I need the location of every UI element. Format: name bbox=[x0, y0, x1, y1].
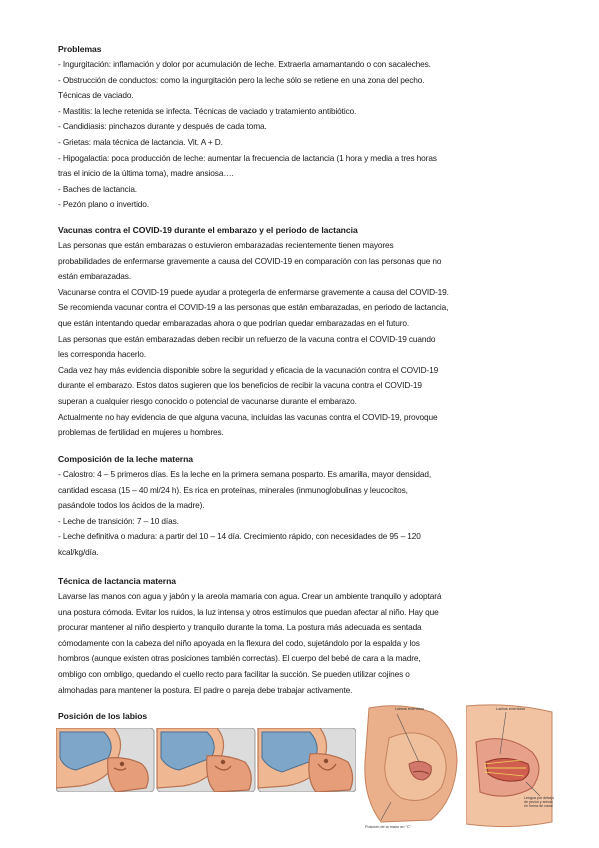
composicion-line: - Calostro: 4 – 5 primeros días. Es la leche en la primera semana posparto. Es amarilla, mayor densidad, bbox=[58, 469, 432, 479]
problemas-line: - Baches de lactancia. bbox=[58, 183, 137, 194]
vacunas-line: que están intentando quedar embarazadas ahora o que podrían quedar embarazadas en el futuro. bbox=[58, 317, 410, 328]
problemas-list bbox=[58, 57, 546, 213]
label-lengua: Lengua por debajo de pezón y areola en forma de canal bbox=[524, 796, 554, 809]
latch-photo-figure-2 bbox=[466, 702, 554, 834]
problemas-line: - Pezón plano o invertido. bbox=[58, 199, 149, 210]
tecnica-line: ombligo con ombligo, quedando el cuello recto para facilitar la succión. Se pueden utilizar cojines o bbox=[58, 668, 410, 679]
problemas-line: - Obstrucción de conductos: como la ingurgitación pero la leche sólo se retiene en una zona del pecho. bbox=[58, 74, 425, 85]
latch-cross-section-illustration bbox=[466, 702, 554, 834]
vacunas-line: probabilidades de enfermarse gravemente a causa del COVID-19 en comparación con las personas que no bbox=[58, 255, 442, 266]
vacunas-line: les corresponda hacerlo. bbox=[58, 349, 146, 360]
label-labios-evertidos-2: Labios evertidos bbox=[496, 706, 526, 711]
tecnica-line: cómodamente con la cabeza del niño apoyada en la flexura del codo, sujetándolo por la espalda y los bbox=[58, 637, 420, 648]
section-labios bbox=[58, 708, 308, 724]
section-composicion bbox=[58, 451, 546, 561]
heading-composicion: Composición de la leche materna bbox=[58, 454, 194, 464]
problemas-line: - Ingurgitación: inflamación y dolor por acumulación de leche. Extraerla amamantando o con sacaleches. bbox=[58, 59, 431, 69]
tecnica-paragraph bbox=[58, 589, 546, 698]
problemas-line: Técnicas de vaciado. bbox=[58, 90, 134, 101]
vacunas-line: superan a cualquier riesgo conocido o potencial de vacunarse durante el embarazo. bbox=[58, 395, 357, 406]
heading-vacunas: Vacunas contra el COVID-19 durante el embarazo y el periodo de lactancia bbox=[58, 225, 358, 235]
latch-photo-figure-1 bbox=[361, 702, 461, 834]
latch-illustration-strip bbox=[56, 728, 356, 792]
latch-illustration-breast bbox=[361, 702, 461, 834]
heading-labios: Posición de los labios bbox=[58, 711, 148, 721]
tecnica-line: hombros (aunque existen otras posiciones también correctas). El cuerpo del bebé de cara a la madre, bbox=[58, 653, 421, 664]
latch-sequence-illustration bbox=[56, 728, 356, 792]
latch-panel-1 bbox=[56, 728, 154, 792]
latch-panel-2 bbox=[157, 728, 255, 792]
vacunas-line: están embarazadas. bbox=[58, 271, 132, 282]
problemas-line: - Grietas: mala técnica de lactancia. Vit. A + D. bbox=[58, 136, 223, 147]
label-labios-evertidos-1: Labios evertidos bbox=[395, 706, 425, 711]
vacunas-line: Se recomienda vacunar contra el COVID-19 a las personas que están embarazadas, en periodo de lactancia, bbox=[58, 302, 449, 313]
tecnica-line: almohadas para mantener la postura. El padre o pareja debe trabajar activamente. bbox=[58, 684, 353, 695]
composicion-list bbox=[58, 467, 546, 561]
composicion-line: kcal/kg/día. bbox=[58, 546, 99, 557]
problemas-line: - Mastitis: la leche retenida se infecta. Técnicas de vaciado y tratamiento antibiótico. bbox=[58, 105, 357, 116]
composicion-line: - Leche de transición: 7 – 10 días. bbox=[58, 515, 179, 526]
latch-panel-3 bbox=[258, 728, 356, 792]
tecnica-line: Lavarse las manos con agua y jabón y la areola mamaria con agua. Crear un ambiente tranquilo y adoptará bbox=[58, 591, 442, 601]
label-posicion-mano: Posición de la mano en "C" bbox=[365, 825, 411, 829]
heading-problemas: Problemas bbox=[58, 44, 102, 54]
composicion-line: - Leche definitiva o madura: a partir del 10 – 14 día. Crecimiento rápido, con necesidades de 95 – 120 bbox=[58, 531, 421, 542]
tecnica-line: una postura cómoda. Evitar los ruidos, la luz intensa y otros estímulos que puedan afectar al niño. Hay que bbox=[58, 606, 439, 617]
section-vacunas bbox=[58, 222, 546, 441]
vacunas-line: Vacunarse contra el COVID-19 puede ayudar a protegerla de enfermarse gravemente a causa del COVID-19. bbox=[58, 286, 449, 297]
section-tecnica bbox=[58, 573, 546, 698]
composicion-line: cantidad escasa (15 – 40 ml/24 h). Es rica en proteínas, minerales (inmunoglobulinas y leucocitos, bbox=[58, 484, 408, 495]
vacunas-line: Actualmente no hay evidencia de que alguna vacuna, incluidas las vacunas contra el COVID-19, provoque bbox=[58, 411, 438, 422]
vacunas-line: Las personas que están embarazadas deben recibir un refuerzo de la vacuna contra el COVID-19 cuando bbox=[58, 333, 436, 344]
vacunas-line: problemas de fertilidad en mujeres u hombres. bbox=[58, 427, 224, 438]
composicion-line: pasándole todos los ácidos de la madre). bbox=[58, 500, 205, 511]
problemas-line: - Hipogalactia: poca producción de leche: aumentar la frecuencia de lactancia (1 hora y media a tres horas bbox=[58, 152, 437, 163]
heading-tecnica: Técnica de lactancia materna bbox=[58, 576, 177, 586]
section-problemas bbox=[58, 41, 546, 213]
vacunas-line: Cada vez hay más evidencia disponible sobre la seguridad y eficacia de la vacunación contra el COVID-19 bbox=[58, 364, 439, 375]
problemas-line: - Candidiasis: pinchazos durante y después de cada toma. bbox=[58, 121, 267, 132]
vacunas-line: durante el embarazo. Estos datos sugieren que los beneficios de recibir la vacuna contra el COVID-19 bbox=[58, 380, 422, 391]
vacunas-line: Las personas que están embarazas o estuvieron embarazadas recientemente tienen mayores bbox=[58, 240, 394, 250]
problemas-line: tras el inicio de la última toma), madre ansiosa…. bbox=[58, 168, 234, 179]
tecnica-line: procurar mantener al niño despierto y tranquilo durante la toma. La postura más adecuada es sentada bbox=[58, 622, 422, 633]
vacunas-paragraphs bbox=[58, 238, 546, 441]
